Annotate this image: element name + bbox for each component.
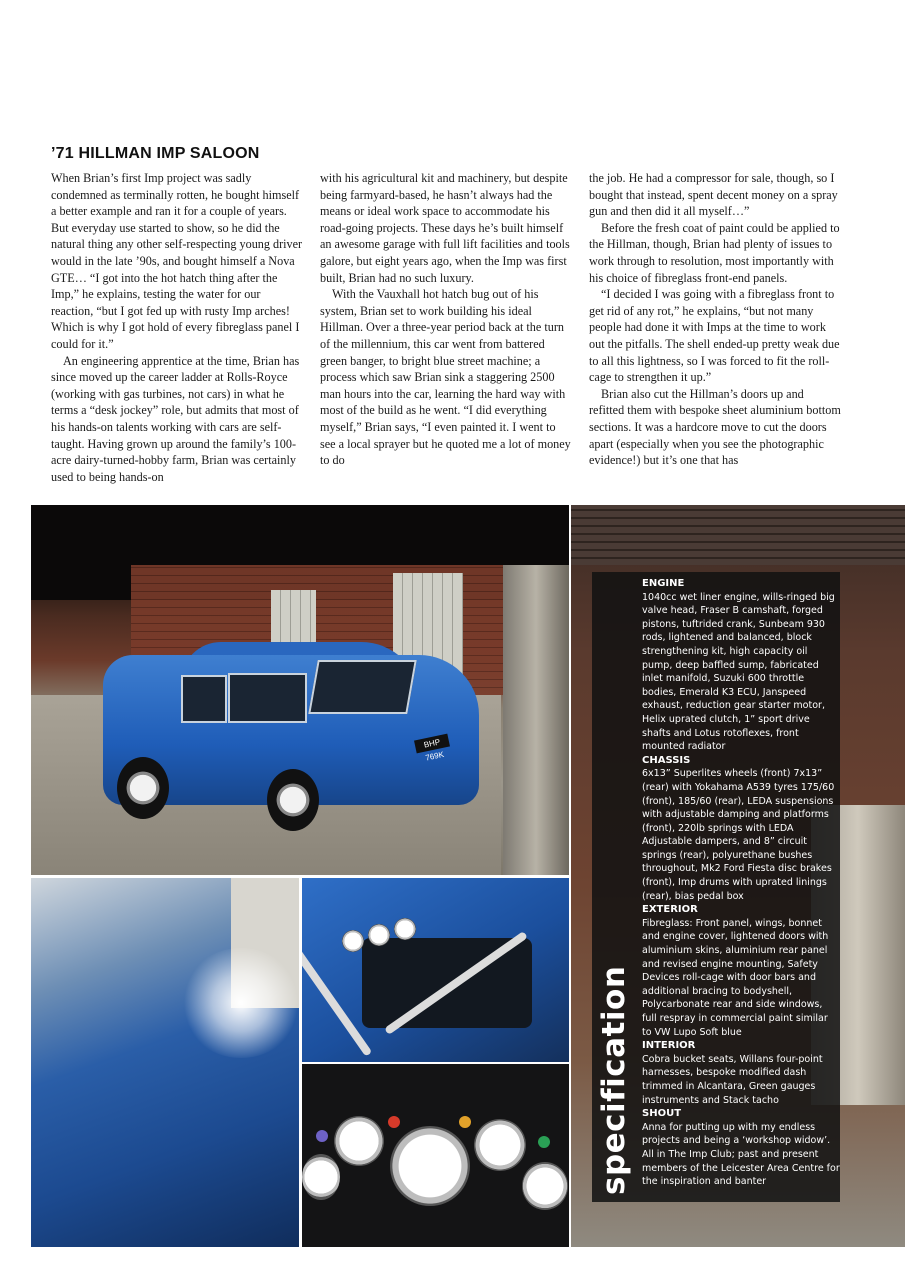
specification-label: specification xyxy=(596,965,632,1195)
warning-light xyxy=(538,1136,550,1148)
specification-list xyxy=(642,577,840,1189)
paragraph: Before the fresh coat of paint could be applied to the Hillman, though, Brian had plenty of issues to work through to resolution, most importantly with his choice of fibreglass front-end panels. xyxy=(589,220,840,285)
spec-body: 6x13” Superlites wheels (front) 7x13” (rear) with Yokahama A539 tyres 175/60 (front), 185/60 (rear), LEDA suspensions with adjustable damping and platforms (front), 220lb springs with LEDA Adjustable dampers, and 8” circuit springs (rear), polyurethane bushes throughout, Mk2 Ford Fiesta disc brakes (front), Imp drums with uprated linings (rear), bias pedal box xyxy=(642,768,835,902)
throttle-body xyxy=(394,918,416,940)
paragraph: with his agricultural kit and machinery, but despite being farmyard-based, he hasn’t always had the means or ideal work space to accommodate his road-going projects. These days he’s built himself an awesome garage with full lift facilities and tools galore, but eight years ago, when the Imp was first built, Brian had no such luxury. xyxy=(320,171,570,285)
text-column-2 xyxy=(320,170,572,469)
wheel xyxy=(117,757,169,819)
wooden-post xyxy=(503,565,569,875)
spec-heading: CHASSIS xyxy=(642,754,691,766)
paragraph: the job. He had a compressor for sale, though, so I bought that instead, spent decent money on a spray gun and then did it all myself…” xyxy=(589,171,838,219)
text-column-3 xyxy=(589,170,841,469)
dial-gauge xyxy=(474,1119,526,1171)
spec-heading: ENGINE xyxy=(642,578,685,589)
barn-door xyxy=(271,590,316,645)
spec-body: 1040cc wet liner engine, wills-ringed big valve head, Fraser B camshaft, forged pistons, tuftrided crank, Sunbeam 930 rods, lightened and balanced, block strengthening kit, high capacity oil pump, deep baffled sump, fabricated inlet manifold, Suzuki 600 throttle bodies, Emerald K3 ECU, Janspeed exhaust, reduction gear starter motor, Helix uprated clutch, 1” sport drive shafts and Lotus rotoflexes, front mounted radiator xyxy=(642,591,835,753)
spec-body: Anna for putting up with my endless projects and being a ‘workshop widow’. All in The Imp Club; past and present members of the Leicester Area Centre for the inspiration and banter xyxy=(642,1121,840,1188)
article-title: ’71 HILLMAN IMP SALOON xyxy=(51,145,260,162)
tacho-gauge xyxy=(390,1126,470,1206)
wheel xyxy=(267,769,319,831)
dial-gauge xyxy=(302,1154,340,1200)
spec-body: Cobra bucket seats, Willans four-point harnesses, bespoke modified dash trimmed in Alcantara, Green gauges instruments and Stack tacho xyxy=(642,1053,823,1106)
spec-body: Fibreglass: Front panel, wings, bonnet and engine cover, lightened doors with aluminium skins, aluminium rear panel and revised engine mounting, Safety Devices roll-cage with door bars and additional bracing to bodyshell, Polycarbonate rear and side windows, full respray in commercial paint similar to VW Lupo Soft blue xyxy=(642,917,829,1038)
text-column-1 xyxy=(51,170,303,485)
engine-bay-photo xyxy=(302,878,569,1062)
rear-window xyxy=(308,660,417,714)
warning-light xyxy=(459,1116,471,1128)
dial-gauge xyxy=(522,1162,568,1210)
paragraph: Brian also cut the Hillman’s doors up and refitted them with bespoke sheet aluminium bottom sections. It was a hardcore move to cut the doors apart (especially when you see the photographic evidence!) but it’s one that has xyxy=(589,386,841,468)
throttle-body xyxy=(368,924,390,946)
paragraph: When Brian’s first Imp project was sadly condemned as terminally rotten, he bought himself a better example and ran it for a couple of years. But everyday use started to show, so he did the natural thing any other self-respecting young driver would in the late ’90s, and bought himself a Nova GTE… “I got into the hot hatch thing after the Imp,” he explains, testing the water for our reaction, “but I got fed up with rusty Imp arches! Which is why I got hold of every fibreglass panel I could for it.” xyxy=(51,171,303,351)
number-plate: BHP 769K xyxy=(414,734,450,754)
roof-tiles xyxy=(571,505,905,565)
car-exterior-photo xyxy=(31,505,569,875)
dial-gauge xyxy=(334,1116,384,1166)
car-interior-photo xyxy=(31,878,299,1247)
car-window xyxy=(228,673,307,723)
car-window xyxy=(181,675,227,723)
spec-heading: INTERIOR xyxy=(642,1040,696,1052)
paragraph: “I decided I was going with a fibreglass front to get rid of any rot,” he explains, “but not many people had done it with Imps at the time to work out the pitfalls. The shell ended-up pretty weak due to all this lightness, so I was forced to fit the roll-cage to strengthen it up.” xyxy=(589,287,840,385)
paragraph: With the Vauxhall hot hatch bug out of his system, Brian set to work building his ideal Hillman. Over a three-year period back at the turn of the millennium, this car went from battered green banger, to bright blue street machine; a process which saw Brian sink a staggering 2500 man hours into the car, learning the hard way with most of the build as he went. “I did everything myself,” Brian says, “I even painted it. I went to see a local sprayer but he quoted me a lot of money to do xyxy=(320,287,571,468)
throttle-body xyxy=(342,930,364,952)
spec-heading: SHOUT xyxy=(642,1108,682,1120)
sun-glare xyxy=(181,948,299,1058)
dashboard-photo xyxy=(302,1064,569,1247)
paragraph: An engineering apprentice at the time, Brian has since moved up the career ladder at Rolls-Royce (working with gas turbines, not cars) in what he terms a “desk jockey” role, but admits that most of his hands-on talents working with cars are self-taught. Having grown up around the family’s 100-acre dairy-turned-hobby farm, Brian was certainly used to being hands-on xyxy=(51,353,300,484)
spec-heading: EXTERIOR xyxy=(642,904,698,916)
warning-light xyxy=(316,1130,328,1142)
warning-light xyxy=(388,1116,400,1128)
